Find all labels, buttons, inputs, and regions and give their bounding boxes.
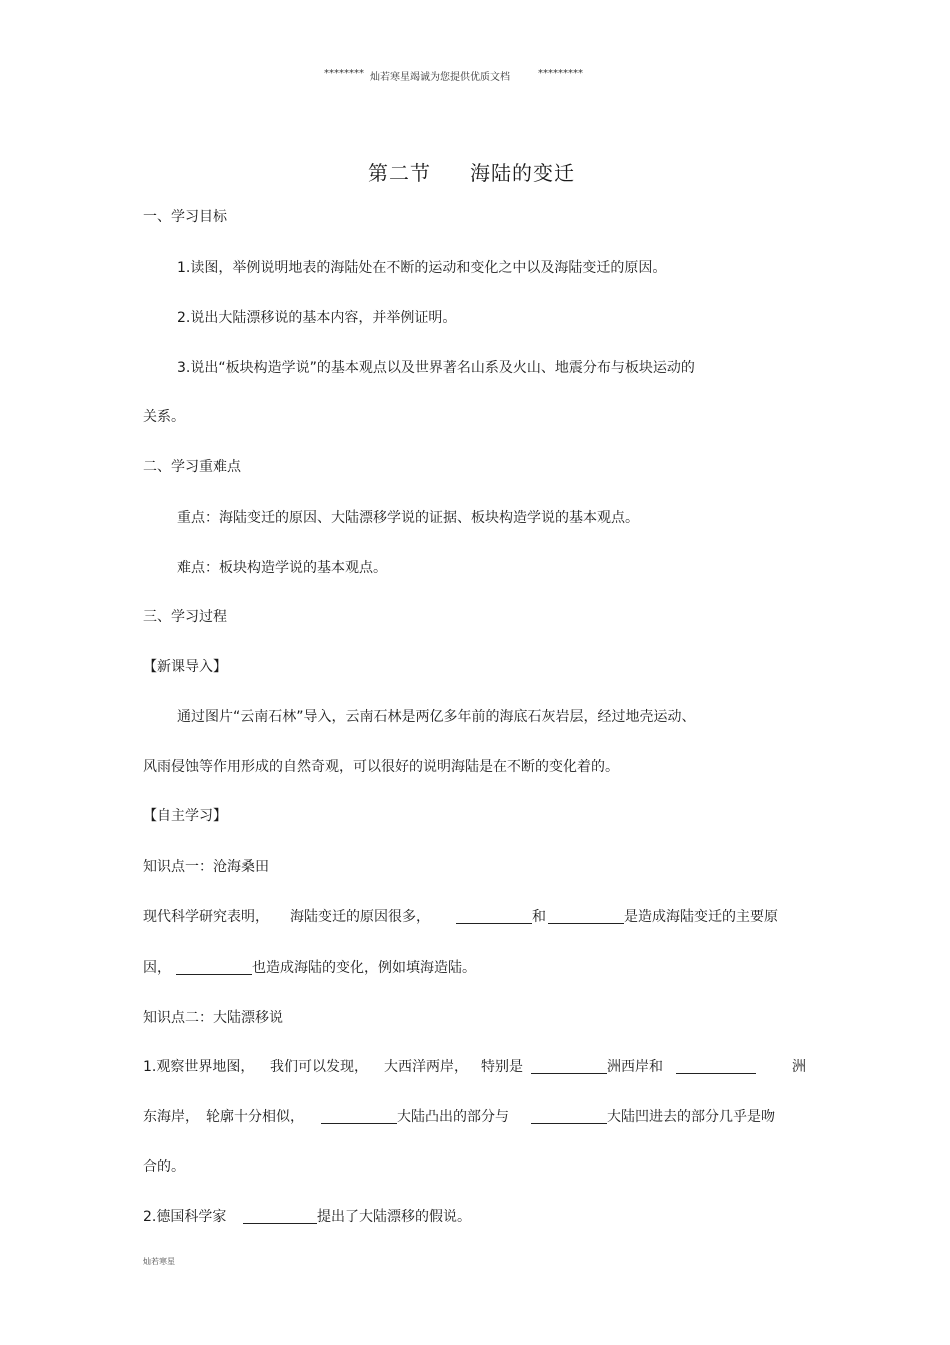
knowledge-point-2-title: 知识点二：大陆漂移说 bbox=[143, 1010, 283, 1026]
fill-blank[interactable] bbox=[176, 959, 252, 975]
section-heading-process: 三、学习过程 bbox=[143, 609, 227, 625]
header-stars-left: ******** bbox=[324, 68, 364, 79]
k2-text-2c: 大陆凸出的部分与 bbox=[397, 1109, 509, 1125]
k1-text-b2: 也造成海陆的变化，例如填海造陆。 bbox=[252, 960, 476, 976]
fill-blank[interactable] bbox=[676, 1058, 756, 1074]
k2-text-2a: 东海岸， bbox=[143, 1109, 199, 1125]
fill-blank[interactable] bbox=[321, 1108, 397, 1124]
fill-blank[interactable] bbox=[531, 1058, 607, 1074]
k1-text-a4: 是造成海陆变迁的主要原 bbox=[624, 909, 778, 925]
k1-text-a1: 现代科学研究表明， bbox=[143, 909, 269, 925]
footer-text: 灿若寒星 bbox=[143, 1257, 175, 1266]
page-title: 海陆的变迁 bbox=[470, 161, 575, 185]
fill-blank[interactable] bbox=[456, 908, 532, 924]
intro-paragraph-cont: 风雨侵蚀等作用形成的自然奇观，可以很好的说明海陆是在不断的变化着的。 bbox=[143, 759, 619, 775]
header-text: 灿若寒星竭诚为您提供优质文档 bbox=[370, 72, 510, 83]
key-point: 重点：海陆变迁的原因、大陆漂移学说的证据、板块构造学说的基本观点。 bbox=[177, 510, 639, 526]
k2-text-2b: 轮廓十分相似， bbox=[206, 1109, 304, 1125]
section-heading-keypoints: 二、学习重难点 bbox=[143, 459, 241, 475]
section-heading-goals: 一、学习目标 bbox=[143, 209, 227, 225]
goal-item-1: 1.读图，举例说明地表的海陆处在不断的运动和变化之中以及海陆变迁的原因。 bbox=[177, 260, 667, 276]
k1-text-b1: 因， bbox=[143, 960, 171, 976]
goal-item-3: 3.说出“板块构造学说”的基本观点以及世界著名山系及火山、地震分布与板块运动的 bbox=[177, 360, 695, 376]
goal-item-3-cont: 关系。 bbox=[143, 409, 185, 425]
intro-paragraph: 通过图片“云南石林”导入，云南石林是两亿多年前的海底石灰岩层，经过地壳运动、 bbox=[177, 709, 696, 725]
k2-text-3: 合的。 bbox=[143, 1159, 185, 1175]
page-title-section: 第二节 bbox=[368, 161, 431, 185]
k2-text-1a: 1.观察世界地图， bbox=[143, 1059, 255, 1075]
difficult-point: 难点：板块构造学说的基本观点。 bbox=[177, 560, 387, 576]
k2-text-4b: 提出了大陆漂移的假说。 bbox=[317, 1209, 471, 1225]
self-study-label: 【自主学习】 bbox=[143, 808, 227, 824]
k1-text-a2: 海陆变迁的原因很多， bbox=[290, 909, 430, 925]
header-stars-right: ********* bbox=[538, 68, 583, 79]
k2-text-2d: 大陆凹进去的部分几乎是吻 bbox=[607, 1109, 775, 1125]
k1-text-a3: 和 bbox=[532, 909, 546, 925]
intro-label: 【新课导入】 bbox=[143, 659, 227, 675]
k2-text-1d: 特别是 bbox=[481, 1059, 523, 1075]
fill-blank[interactable] bbox=[243, 1208, 317, 1224]
k2-text-1c: 大西洋两岸， bbox=[384, 1059, 468, 1075]
k2-text-1f: 洲 bbox=[792, 1059, 806, 1075]
fill-blank[interactable] bbox=[531, 1108, 607, 1124]
knowledge-point-1-title: 知识点一：沧海桑田 bbox=[143, 859, 269, 875]
fill-blank[interactable] bbox=[548, 908, 624, 924]
k2-text-1b: 我们可以发现， bbox=[270, 1059, 368, 1075]
goal-item-2: 2.说出大陆漂移说的基本内容，并举例证明。 bbox=[177, 310, 457, 326]
k2-text-4a: 2.德国科学家 bbox=[143, 1209, 227, 1225]
k2-text-1e: 洲西岸和 bbox=[607, 1059, 663, 1075]
